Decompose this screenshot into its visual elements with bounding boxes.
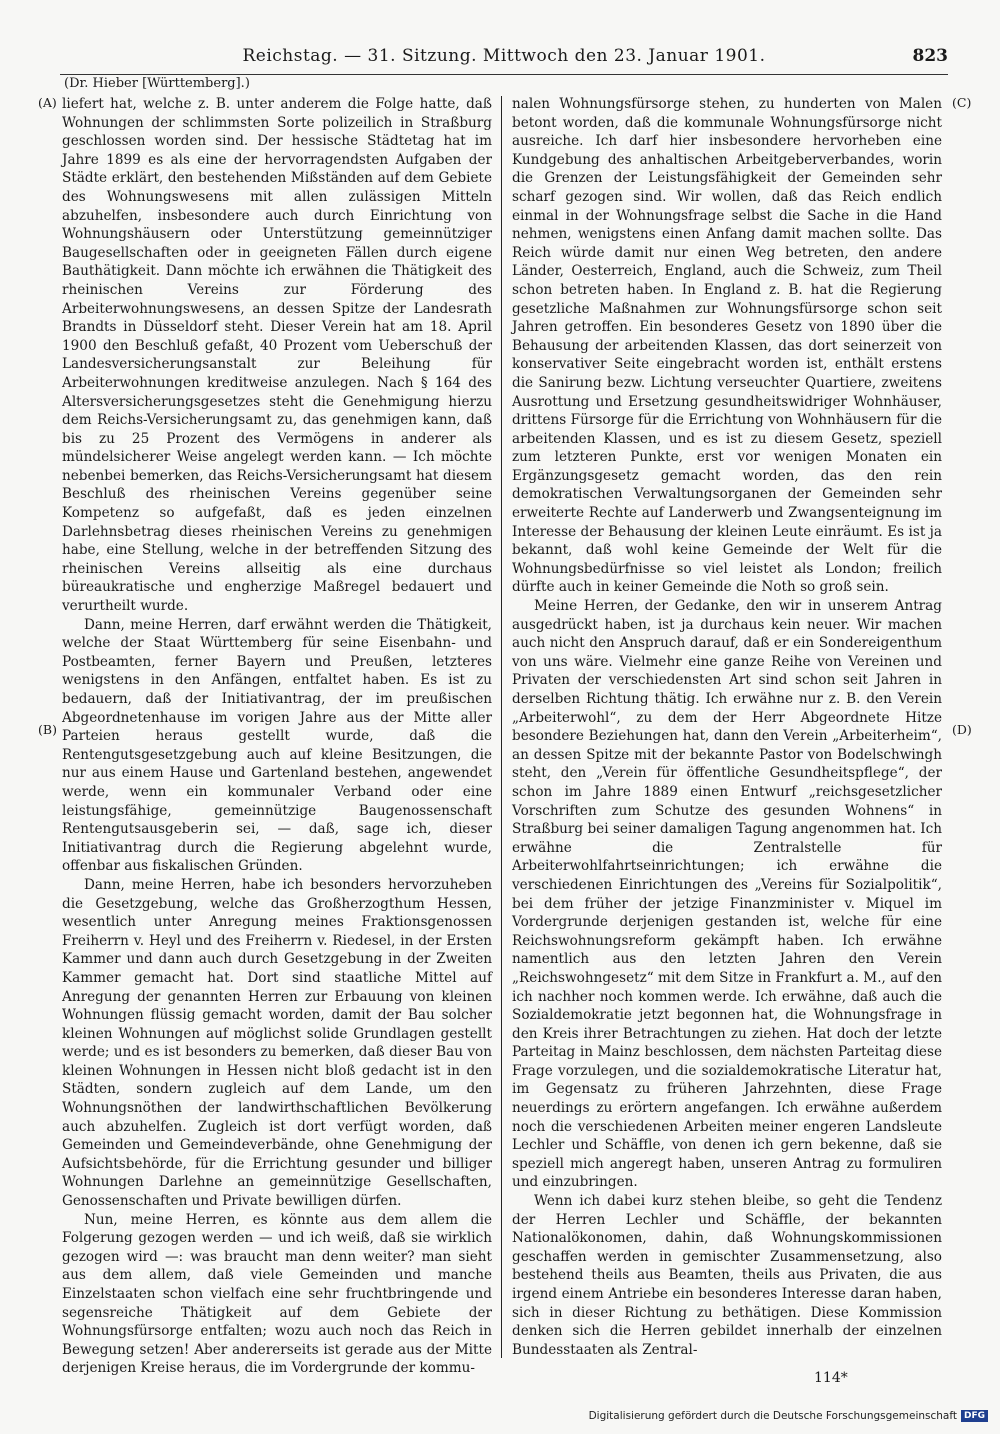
paragraph: Meine Herren, der Gedanke, den wir in unserem Antrag ausgedrückt haben, ist ja durchaus kein neuer. Wir machen auch nicht den Anspruch darauf, daß er ein Sondereigenthum von uns wäre. Vielmehr eine ganze Reihe von Vereinen und Privaten der verschiedensten Art sind schon seit Jahren in derselben Richtung thätig. Ich erwähne nur z. B. den Verein „Arbeiterwohl“, zu dem der Herr Abgeordnete Hitze besondere Beziehungen hat, dann den Verein „Arbeiterheim“, an dessen Spitze mit der bekannte Pastor von Bodelschwingh steht, den „Verein für öffentliche Gesundheitspflege“, der schon im Jahre 1889 einen Entwurf „reichsgesetzlicher Vorschriften zum Schutze des gesunden Wohnens“ in Straßburg bei seiner damaligen Tagung angenommen hat. Ich erwähne die Zentralstelle für Arbeiterwohlfahrtseinrichtungen; ich erwähne die verschiedenen Einrichtungen des „Vereins für Sozialpolitik“, bei dem früher der jetzige Finanzminister v. Miquel im Vordergrunde derjenigen gestanden ist, welche für eine Reichswohnungsreform gekämpft haben. Ich erwähne namentlich aus den letzten Jahren den Verein „Reichswohngesetz“ mit dem Sitze in Frankfurt a. M., auf den ich nachher noch kommen werde. Ich erwähne, daß auch die Sozialdemokratie jetzt begonnen hat, die Wohnungsfrage in den Kreis ihrer Betrachtungen zu ziehen. Hat doch der letzte Parteitag in Mainz beschlossen, dem nächsten Parteitag diese Frage vorzulegen, und die sozialdemokratische Literatur hat, im Gegensatz zu früheren Jahrzehnten, diese Frage neuerdings zu erörtern angefangen. Ich erwähne außerdem noch die verschiedenen Arbeiten meiner engeren Landsleute Lechler und Schäffle, von denen ich gern bekenne, daß sie speziell mich angeregt haben, unseren Antrag zu formuliren und einzubringen.	[512, 598, 942, 1191]
page-header	[60, 44, 948, 75]
margin-marker-d: (D)	[952, 722, 972, 737]
margin-marker-c: (C)	[952, 95, 972, 110]
credit-text: Digitalisierung gefördert durch die Deutsche Forschungsgemeinschaft	[588, 1410, 957, 1422]
paragraph: Nun, meine Herren, es könnte aus dem allem die Folgerung gezogen werden — und ich weiß, daß sie wirklich gezogen wird —: was braucht man denn weiter? man sieht aus dem allem, daß viele Gemeinden und manche Einzelstaaten schon vielfach eine sehr fruchtbringende und segensreiche Thätigkeit auf dem Gebiete der Wohnungsfürsorge entfalten; wozu auch noch das Reich in Bewegung setzen! Aber andererseits ist gerade aus der Mitte derjenigen Kreise heraus, die im Vordergrunde der kommu-	[62, 1211, 492, 1377]
right-column	[512, 95, 942, 1359]
digitization-credit	[589, 1410, 988, 1422]
paragraph: liefert hat, welche z. B. unter anderem die Folge hatte, daß Wohnungen der schlimmsten Sorte polizeilich in Straßburg geschlossen worden sind. Der hessische Städtetag hat im Jahre 1899 es als eine der hervorragendsten Aufgaben der Städte erklärt, den bestehenden Mißständen auf dem Gebiete des Wohnungswesens mit allen zulässigen Mitteln abzuhelfen, insbesondere auch durch Einrichtung von Wohnungshäusern oder Unterstützung gemeinnütziger Baugesellschaften oder in geeigneten Fällen durch eigene Bauthätigkeit. Dann möchte ich erwähnen die Thätigkeit des rheinischen Vereins zur Förderung des Arbeiterwohnungswesens, an dessen Spitze der Landesrath Brandts in Düsseldorf steht. Dieser Verein hat am 18. April 1900 den Beschluß gefaßt, 40 Prozent vom Ueberschuß der Landesversicherungsanstalt zur Beleihung für Arbeiterwohnungen kreditweise anzulegen. Nach § 164 des Altersversicherungsgesetzes steht die Genehmigung hierzu dem Reichs-Versicherungsamt zu, das genehmigen kann, daß bis zu 25 Prozent des Vermögens in anderer als mündelsicherer Weise angelegt werden kann. — Ich möchte nebenbei bemerken, das Reichs-Versicherungsamt hat diesem Beschluß des rheinischen Vereins gegenüber seine Kompetenz so aufgefaßt, daß es jeden einzelnen Darlehnsbetrag dieses rheinischen Vereins zu genehmigen habe, eine Stellung, welche in der betreffenden Sitzung des rheinischen Vereins allseitig als eine durchaus büreaukratische und engherzige Maßregel bedauert und verurtheilt wurde.	[62, 96, 492, 615]
header-title: Reichstag. — 31. Sitzung. Mittwoch den 23. Januar 1901.	[242, 46, 766, 66]
page-number: 823	[912, 46, 948, 66]
paragraph: nalen Wohnungsfürsorge stehen, zu hunderten von Malen betont worden, daß die kommunale Wohnungsfürsorge nicht ausreiche. Ich darf hier insbesondere hervorheben eine Kundgebung des anhaltischen Arbeitgeberverbandes, worin die Grenzen der Leistungsfähigkeit der Gemeinden sehr scharf gezogen sind. Wir wollen, daß das Reich endlich einmal in der Wohnungsfrage selbst die Sache in die Hand nehmen, wenigstens einen Anfang damit machen sollte. Das Reich würde damit nur einen Weg betreten, den andere Länder, Oesterreich, England, auch die Schweiz, zum Theil schon betreten haben. In England z. B. hat die Regierung gesetzliche Maßnahmen zur Wohnungsfürsorge schon seit Jahren getroffen. Ein besonderes Gesetz von 1890 über die Behausung der arbeitenden Klassen, das dort seinerzeit von konservativer Seite eingebracht worden ist, enthält erstens die Sanirung bezw. Lichtung verseuchter Quartiere, zweitens Ausrottung und Ersetzung gesundheitswidriger Wohnhäuser, drittens Fürsorge für die Errichtung von Wohnhäusern für die arbeitenden Klassen, und es ist zu diesem Gesetz, speziell zum letzteren Punkte, erst vor wenigen Monaten ein Ergänzungsgesetz gemacht worden, das den rein demokratischen Verwaltungsorganen der Gemeinden sehr erweiterte Rechte auf Landerwerb und Zwangsenteignung im Interesse der Behausung der kleinen Leute einräumt. Es ist ja bekannt, daß wohl keine Gemeinde der Welt für die Wohnungsbedürfnisse so viel leistet als London; freilich dürfte auch in keiner Gemeinde die Noth so groß sein.	[512, 96, 942, 596]
left-column	[62, 95, 492, 1378]
paragraph: Dann, meine Herren, darf erwähnt werden die Thätigkeit, welche der Staat Württemberg für seine Eisenbahn- und Postbeamten, ferner Bayern und Preußen, letzteres wenigstens in den Anfängen, entfaltet haben. Es ist zu bedauern, daß der Initiativantrag, der im preußischen Abgeordnetenhause im vorigen Jahre aus der Mitte aller Parteien heraus gestellt wurde, daß die Rentengutsgesetzgebung auch auf kleine Besitzungen, die nur aus einem Hause und Gartenland bestehen, angewendet werde, wenn ein kommunaler Verband oder eine leistungsfähige, gemeinnützige Baugenossenschaft Rentengutsausgeberin sei, — daß, sage ich, dieser Initiativantrag durch die Regierung abgelehnt wurde, offenbar aus fiskalischen Gründen.	[62, 616, 492, 875]
sheet-number: 114*	[814, 1370, 848, 1386]
speaker-label: (Dr. Hieber [Württemberg].)	[64, 76, 250, 91]
paragraph: Dann, meine Herren, habe ich besonders hervorzuheben die Gesetzgebung, welche das Großherzogthum Hessen, wesentlich unter Anregung meines Fraktionsgenossen Freiherrn v. Heyl und des Freiherrn v. Riedesel, in der Ersten Kammer und dann auch durch Gesetzgebung in der Zweiten Kammer gemacht hat. Dort sind staatliche Mittel auf Anregung der genannten Herren zur Erbauung von kleinen Wohnungen flüssig gemacht worden, damit der Bau solcher kleinen Wohnungen auf möglichst solide Grundlagen gestellt werde; und es ist besonders zu bemerken, daß dieser Bau von kleinen Wohnungen in Hessen nicht bloß gedacht ist in den Städten, sondern zugleich auf dem Lande, um den Wohnungsnöthen der landwirthschaftlichen Bevölkerung auch abzuhelfen. Zugleich ist dort verfügt worden, daß Gemeinden und Gemeindeverbände, ohne Genehmigung der Aufsichtsbehörde, für die Errichtung gesunder und billiger Wohnungen Darlehne an gemeinnützige Gesellschaften, Genossenschaften und Private bewilligen dürfen.	[62, 876, 492, 1210]
dfg-logo-icon: DFG	[961, 1410, 988, 1422]
paragraph: Wenn ich dabei kurz stehen bleibe, so geht die Tendenz der Herren Lechler und Schäffle, der bekannten Nationalökonomen, dahin, daß Wohnungskommissionen geschaffen werden in gemischter Zusammensetzung, also bestehend theils aus Beamten, theils aus Privaten, die aus irgend einem Antriebe ein besonderes Interesse daran haben, sich in dieser Richtung zu bethätigen. Diese Kommission denken sich die Herren gebildet innerhalb der einzelnen Bundesstaaten als Zentral-	[512, 1193, 942, 1358]
column-divider	[501, 96, 502, 1358]
margin-marker-b: (B)	[38, 722, 57, 737]
margin-marker-a: (A)	[38, 95, 57, 110]
